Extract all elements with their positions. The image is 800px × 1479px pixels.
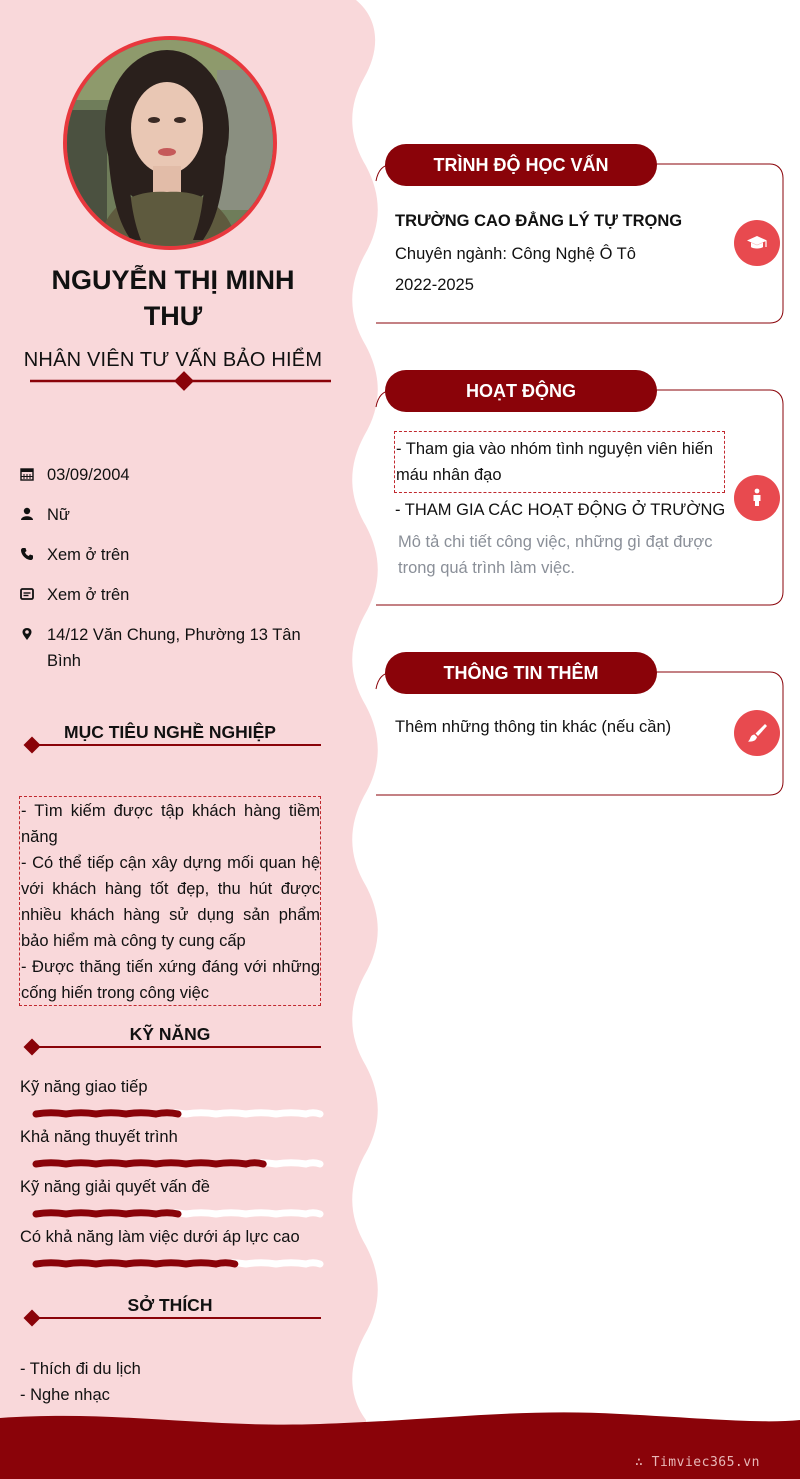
objective-text[interactable]: - Tìm kiếm được tập khách hàng tiềm năng - Có thể tiếp cận xây dựng mối quan hệ với khách hàng tốt đẹp, thu hút được nhiều khách hàng sử dụng sản phẩm bảo hiểm mà công ty cung cấp - Được thăng tiến xứng đáng với những cống hiến trong công việc — [19, 796, 321, 1006]
calendar-icon — [20, 467, 34, 481]
avatar — [63, 36, 277, 250]
objective-title: MỤC TIÊU NGHỀ NGHIỆP — [64, 722, 276, 742]
education-major: Chuyên ngành: Công Nghệ Ô Tô — [395, 245, 636, 263]
contact-list — [20, 462, 320, 688]
contact-birthday: 03/09/2004 — [20, 462, 320, 488]
education-school: TRƯỜNG CAO ĐẲNG LÝ TỰ TRỌNG — [395, 212, 683, 230]
hobby-item: - Nghe nhạc — [20, 1386, 110, 1404]
activity-placeholder[interactable]: Mô tả chi tiết công việc, những gì đạt được trong quá trình làm việc. — [398, 533, 713, 577]
contact-phone: Xem ở trên — [20, 542, 320, 568]
contact-email: Xem ở trên — [20, 582, 320, 608]
skill-bar-fill — [36, 1213, 178, 1214]
user-icon — [20, 507, 34, 521]
phone-icon — [20, 547, 34, 561]
hobbies-title: SỞ THÍCH — [127, 1295, 213, 1315]
education-period: 2022-2025 — [395, 276, 474, 294]
skill-label: Kỹ năng giao tiếp — [20, 1078, 148, 1096]
person-icon — [746, 487, 768, 509]
watermark: ∴ Timviec365.vn — [635, 1455, 760, 1470]
activity-item-1[interactable]: - Tham gia vào nhóm tình nguyện viên hiến máu nhân đạo — [394, 431, 725, 493]
avatar-photo — [67, 40, 273, 246]
extra-icon-badge — [734, 710, 780, 756]
job-title: NHÂN VIÊN TƯ VẤN BẢO HIỂM — [23, 349, 323, 371]
hobby-item: - Thích đi du lịch — [20, 1360, 141, 1378]
hobbies-list — [20, 1356, 141, 1408]
education-icon-badge — [734, 220, 780, 266]
activities-title: HOẠT ĐỘNG — [385, 370, 657, 412]
skill-bar-fill — [36, 1263, 235, 1264]
skill-bar-fill — [36, 1113, 178, 1114]
activities-icon-badge — [734, 475, 780, 521]
skill-label: Khả năng thuyết trình — [20, 1128, 178, 1146]
profile-name: NGUYỄN THỊ MINH THƯ — [51, 265, 295, 331]
skill-label: Kỹ năng giải quyết vấn đề — [20, 1178, 210, 1196]
paintbrush-icon — [746, 722, 768, 744]
extra-text[interactable]: Thêm những thông tin khác (nếu cần) — [395, 718, 672, 736]
education-title: TRÌNH ĐỘ HỌC VẤN — [385, 144, 657, 186]
extra-title: THÔNG TIN THÊM — [385, 652, 657, 694]
contact-gender: Nữ — [20, 502, 320, 528]
email-icon — [20, 587, 34, 601]
skill-label: Có khả năng làm việc dưới áp lực cao — [20, 1228, 300, 1246]
contact-address: 14/12 Văn Chung, Phường 13 Tân Bình — [20, 622, 320, 674]
activity-item-2: - THAM GIA CÁC HOẠT ĐỘNG Ở TRƯỜNG — [395, 501, 726, 519]
location-icon — [20, 627, 34, 641]
graduation-cap-icon — [746, 232, 768, 254]
skill-bar-fill — [36, 1163, 263, 1164]
skills-title: KỸ NĂNG — [129, 1024, 211, 1044]
